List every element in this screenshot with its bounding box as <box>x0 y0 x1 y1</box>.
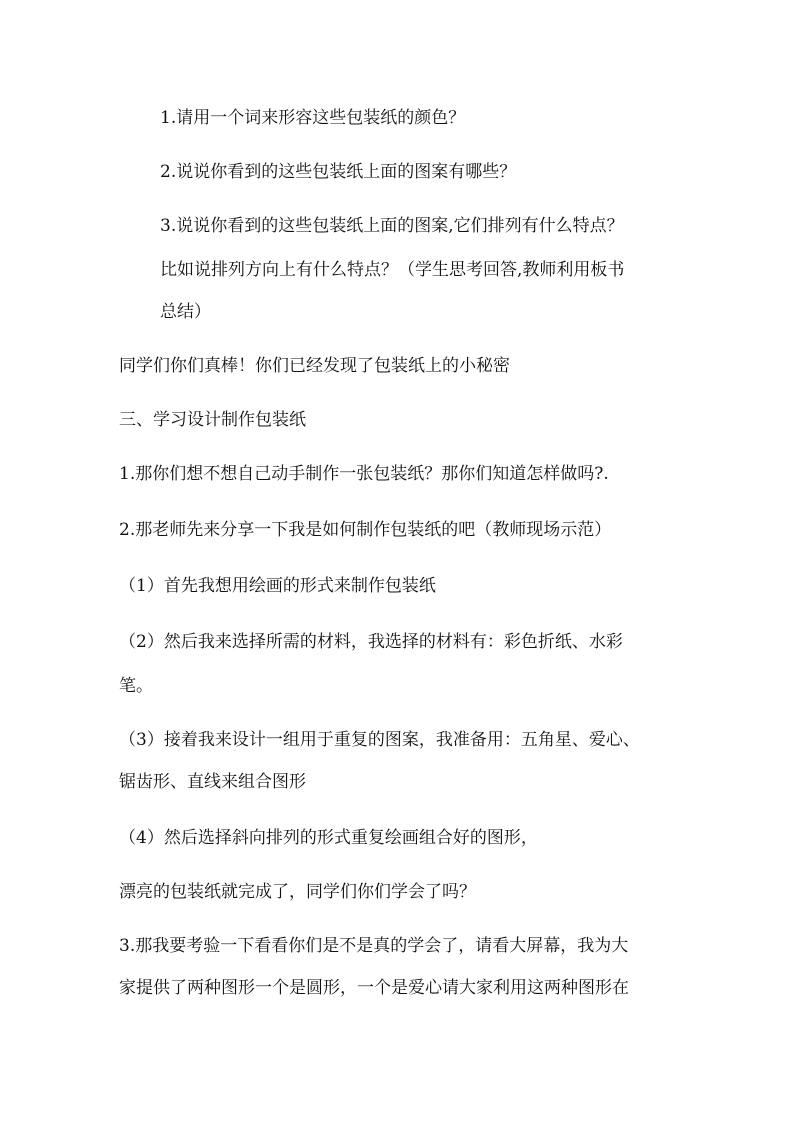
substep-2-continued: 笔。 <box>119 676 153 696</box>
substep-3: （3）接着我来设计一组用于重复的图案，我准备用：五角星、爱心、 <box>119 730 640 750</box>
substep-3-continued: 锯齿形、直线来组合图形 <box>119 772 306 792</box>
question-2: 2.说说你看到的这些包装纸上面的图案有哪些？ <box>160 162 517 182</box>
section-heading: 三、学习设计制作包装纸 <box>119 410 306 430</box>
question-3-continued: 比如说排列方向上有什么特点？（学生思考回答,教师利用板书 <box>160 260 625 280</box>
substep-2: （2）然后我来选择所需的材料，我选择的材料有：彩色折纸、水彩 <box>119 632 623 652</box>
substep-4-continued: 漂亮的包装纸就完成了，同学们你们学会了吗？ <box>119 882 476 902</box>
step-3-continued: 家提供了两种图形一个是圆形，一个是爱心请大家利用这两种图形在 <box>119 978 629 998</box>
step-3: 3.那我要考验一下看看你们是不是真的学会了，请看大屏幕，我为大 <box>119 936 629 956</box>
question-3-end: 总结） <box>160 302 211 322</box>
question-3: 3.说说你看到的这些包装纸上面的图案,它们排列有什么特点？ <box>160 216 624 236</box>
substep-4: （4）然后选择斜向排列的形式重复绘画组合好的图形， <box>119 828 538 848</box>
step-1: 1.那你们想不想自己动手制作一张包装纸？那你们知道怎样做吗?. <box>119 464 609 484</box>
step-2: 2.那老师先来分享一下我是如何制作包装纸的吧（教师现场示范） <box>119 520 612 540</box>
praise-paragraph: 同学们你们真棒！你们已经发现了包装纸上的小秘密 <box>119 356 510 376</box>
question-1: 1.请用一个词来形容这些包装纸的颜色？ <box>160 108 466 128</box>
substep-1: （1）首先我想用绘画的形式来制作包装纸 <box>119 576 436 596</box>
